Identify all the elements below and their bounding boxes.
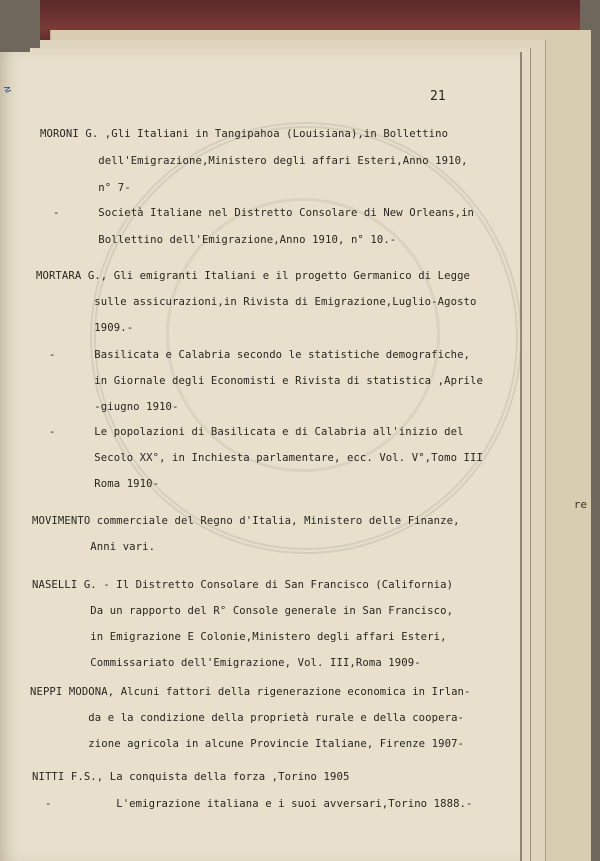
bibliography-line: sulle assicurazioni,in Rivista di Emigrazione,Luglio-Agosto <box>36 296 477 308</box>
bibliography-line: NITTI F.S., La conquista della forza ,Torino 1905 <box>32 771 350 783</box>
bibliography-line: - Le popolazioni di Basilicata e di Calabria all'inizio del <box>36 426 464 438</box>
bibliography-line: - L'emigrazione italiana e i suoi avversari,Torino 1888.- <box>32 798 473 810</box>
bibliography-line: 1909.- <box>36 322 134 334</box>
corner-pencil-mark: ≥ <box>1 81 13 96</box>
bibliography-line: MOVIMENTO commerciale del Regno d'Italia, Ministero delle Finanze, <box>32 515 460 527</box>
bibliography-line: Bollettino dell'Emigrazione,Anno 1910, n° 10.- <box>40 234 397 246</box>
bibliography-line: Commissariato dell'Emigrazione, Vol. III,Roma 1909- <box>32 657 421 669</box>
bibliography-line: in Emigrazione E Colonie,Ministero degli affari Esteri, <box>32 631 447 643</box>
bibliography-line: - Società Italiane nel Distretto Consolare di New Orleans,in <box>40 207 475 219</box>
bibliography-line: n° 7- <box>40 182 131 194</box>
bibliography-line: dell'Emigrazione,Ministero degli affari Esteri,Anno 1910, <box>40 155 468 167</box>
bibliography-line: MORTARA G., Gli emigranti Italiani e il progetto Germanico di Legge <box>36 270 471 282</box>
bibliography-line: Roma 1910- <box>36 478 160 490</box>
typed-page <box>0 52 522 861</box>
bibliography-line: - Basilicata e Calabria secondo le statistiche demografiche, <box>36 349 471 361</box>
bibliography-line: Anni vari. <box>32 541 156 553</box>
bibliography-line: MORONI G. ,Gli Italiani in Tangipahoa (Louisiana),in Bollettino <box>40 128 449 140</box>
bibliography-line: NEPPI MODONA, Alcuni fattori della rigenerazione economica in Irlan- <box>30 686 471 698</box>
back-sheet-edge-text: re <box>573 498 587 511</box>
bibliography-line: da e la condizione della proprietà rurale e della coopera- <box>30 712 465 724</box>
bibliography-line: in Giornale degli Economisti e Rivista di statistica ,Aprile <box>36 375 483 387</box>
bibliography-line: -giugno 1910- <box>36 401 179 413</box>
bibliography-line: zione agricola in alcune Provincie Italiane, Firenze 1907- <box>30 738 465 750</box>
bibliography-line: NASELLI G. - Il Distretto Consolare di San Francisco (California) <box>32 579 454 591</box>
bibliography-line: Secolo XX°, in Inchiesta parlamentare, ecc. Vol. V°,Tomo III <box>36 452 483 464</box>
page-number: 21 <box>430 89 446 104</box>
bibliography-line: Da un rapporto del R° Console generale in San Francisco, <box>32 605 454 617</box>
